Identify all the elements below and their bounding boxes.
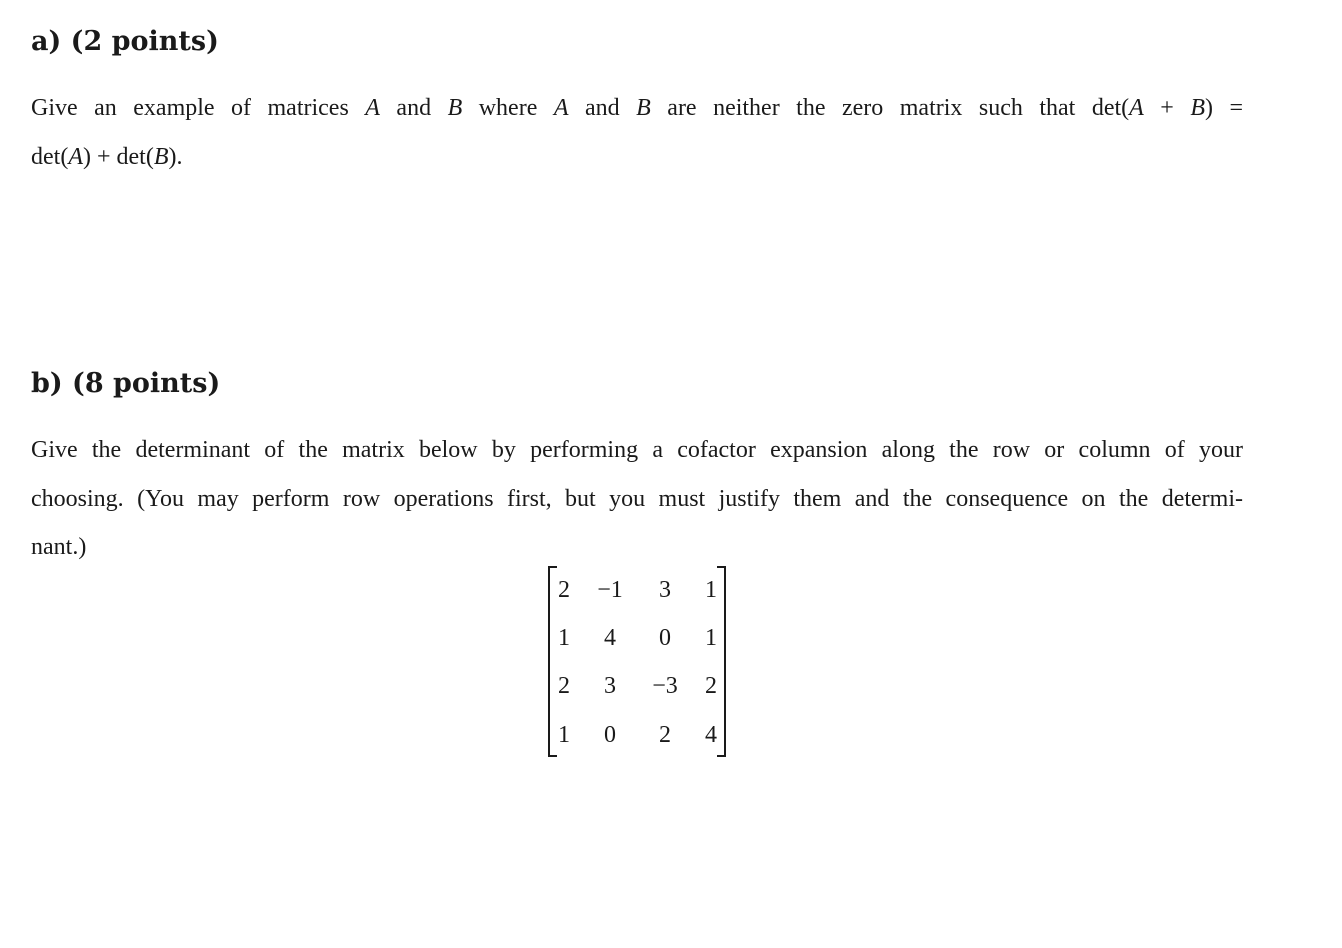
text-segment: ). [168,144,183,170]
text-segment: Give an example of matrices [31,95,366,121]
part-b-text-line-2: choosing. (You may perform row operations first, but you must justify them and the consequence on the determi- [31,486,1243,512]
matrix-entry: 0 [659,625,671,651]
part-a-text-line-1 [31,94,1243,122]
matrix-entry: 3 [604,673,616,699]
text-segment: are neither the zero matrix such that det( [650,95,1130,121]
matrix-entry: 4 [705,722,717,748]
matrix-entry: 1 [558,625,570,651]
math-variable: A [1129,95,1144,121]
text-segment: where [462,95,554,121]
matrix-entry: 3 [659,577,671,603]
math-variable: B [153,144,169,170]
math-variable: A [68,144,83,170]
part-b-text-line-1: Give the determinant of the matrix below by performing a cofactor expansion along the row or column of your [31,437,1243,463]
math-variable: A [553,95,569,121]
part-a-text-line-2 [31,143,183,171]
matrix-row [548,575,726,605]
matrix-entry: 2 [558,673,570,699]
math-variable: B [1190,95,1205,121]
matrix-entry: 2 [705,673,717,699]
matrix [548,566,726,755]
part-b-text-line-3: nant.) [31,534,87,560]
matrix-entry: 4 [604,625,616,651]
matrix-entry: 2 [558,577,570,603]
matrix-entry: 0 [604,722,616,748]
math-variable: B [447,95,463,121]
matrix-row [548,671,726,701]
matrix-entry: 2 [659,722,671,748]
text-segment: + [1143,95,1191,121]
matrix-row [548,720,726,750]
text-segment: and [568,95,637,121]
text-segment: ) = [1204,95,1243,121]
matrix-entry: 1 [558,722,570,748]
part-b-heading: b) (8 points) [31,368,221,399]
text-segment: det( [31,144,69,170]
text-segment: ) + det( [82,144,154,170]
part-a-heading: a) (2 points) [31,26,219,57]
matrix-entry: 1 [705,577,717,603]
math-variable: B [636,95,651,121]
matrix-entry: −3 [652,673,678,699]
text-segment: and [379,95,448,121]
matrix-row [548,623,726,653]
math-variable: A [365,95,380,121]
matrix-entry: 1 [705,625,717,651]
matrix-entry: −1 [597,577,623,603]
